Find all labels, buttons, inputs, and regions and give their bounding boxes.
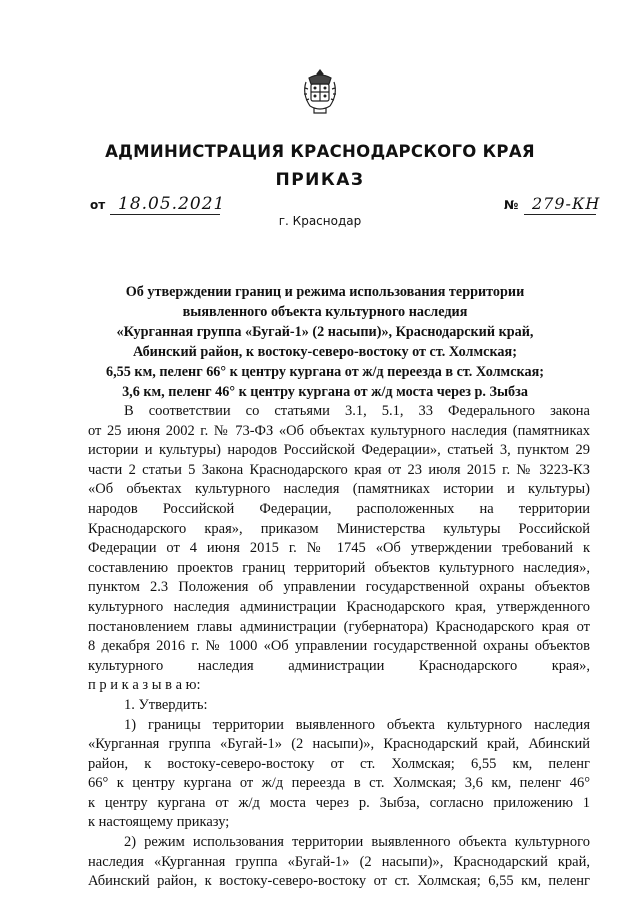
- date-prefix-label: от: [90, 198, 106, 212]
- body-line: культурного наследия администрации Краснодарского края»,: [88, 657, 590, 674]
- document-body: [88, 402, 590, 892]
- body-line: истории и культуры) народов Российской Федерации», статьей 3, пунктом 29: [88, 442, 590, 459]
- document-type: ПРИКАЗ: [275, 170, 365, 190]
- body-line: пунктом 2.3 Положения об управлении государственной охраны объектов: [88, 579, 590, 596]
- title-line: Об утверждении границ и режима использования территории: [125, 284, 525, 300]
- body-line: от 25 июня 2002 г. № 73-ФЗ «Об объектах культурного наследия (памятниках: [88, 422, 590, 439]
- number-prefix-label: №: [504, 198, 519, 212]
- body-line: культурного наследия администрации Краснодарского края, утвержденного: [88, 598, 590, 615]
- body-line: «Об объектах культурного наследия (памятниках истории и культуры): [88, 481, 590, 498]
- body-line: 66° к центру кургана от ж/д переезда в ст. Холмская; 3,6 км, пеленг 46°: [88, 775, 590, 792]
- document-title: [88, 282, 562, 402]
- handwritten-number: 279-КН: [532, 194, 601, 213]
- title-line: Абинский район, к востоку-северо-востоку от ст. Холмская;: [133, 344, 517, 360]
- body-line: 2) режим использования территории выявленного объекта культурного: [124, 834, 590, 851]
- body-line: наследия «Курганная группа «Бугай-1» (2 насыпи)», Краснодарский край,: [88, 853, 590, 870]
- title-line: выявленного объекта культурного наследия: [182, 304, 468, 320]
- body-line: район, к востоку-северо-востоку от ст. Холмская; 6,55 км, пеленг: [88, 755, 590, 772]
- body-line: Федерации от 4 июня 2015 г. № 1745 «Об утверждении требований к: [88, 540, 590, 557]
- body-line: 1. Утвердить:: [124, 696, 208, 713]
- body-line: 1) границы территории выявленного объекта культурного наследия: [124, 716, 590, 733]
- body-line: В соответствии со статьями 3.1, 5.1, 33 Федерального закона: [124, 403, 590, 419]
- organization-name: АДМИНИСТРАЦИЯ КРАСНОДАРСКОГО КРАЯ: [105, 142, 535, 161]
- krasnodar-coat-of-arms-emblem: [300, 68, 340, 114]
- body-line: к настоящему приказу;: [88, 814, 230, 831]
- city-label: г. Краснодар: [278, 214, 362, 228]
- body-line: п р и к а з ы в а ю:: [88, 677, 201, 694]
- title-line: 6,55 км, пеленг 66° к центру кургана от ж/д переезда в ст. Холмская;: [106, 364, 544, 380]
- body-line: части 2 статьи 5 Закона Краснодарского края от 23 июля 2015 г. № 3223-КЗ: [88, 461, 590, 478]
- title-line: «Курганная группа «Бугай-1» (2 насыпи)», Краснодарский край,: [116, 324, 534, 340]
- body-line: 8 декабря 2016 г. № 1000 «Об управлении государственной охраны объектов: [88, 638, 590, 655]
- title-line: 3,6 км, пеленг 46° к центру кургана от ж/д моста через р. Зыбза: [122, 384, 528, 400]
- body-line: Абинский район, к востоку-северо-востоку от ст. Холмская; 6,55 км, пеленг: [88, 873, 590, 890]
- body-line: составлению проектов границ территорий объектов культурного наследия»,: [88, 559, 590, 576]
- body-line: Краснодарского края», приказом Министерства культуры Российской: [88, 520, 590, 537]
- body-line: народов Российской Федерации, расположенных на территории: [88, 500, 590, 517]
- handwritten-date: 18.05.2021: [118, 194, 226, 214]
- body-line: к центру кургана от ж/д моста через р. Зыбза, согласно приложению 1: [88, 794, 590, 811]
- body-line: постановлением главы администрации (губернатора) Краснодарского края от: [88, 618, 590, 635]
- body-line: «Курганная группа «Бугай-1» (2 насыпи)», Краснодарский край, Абинский: [88, 736, 590, 753]
